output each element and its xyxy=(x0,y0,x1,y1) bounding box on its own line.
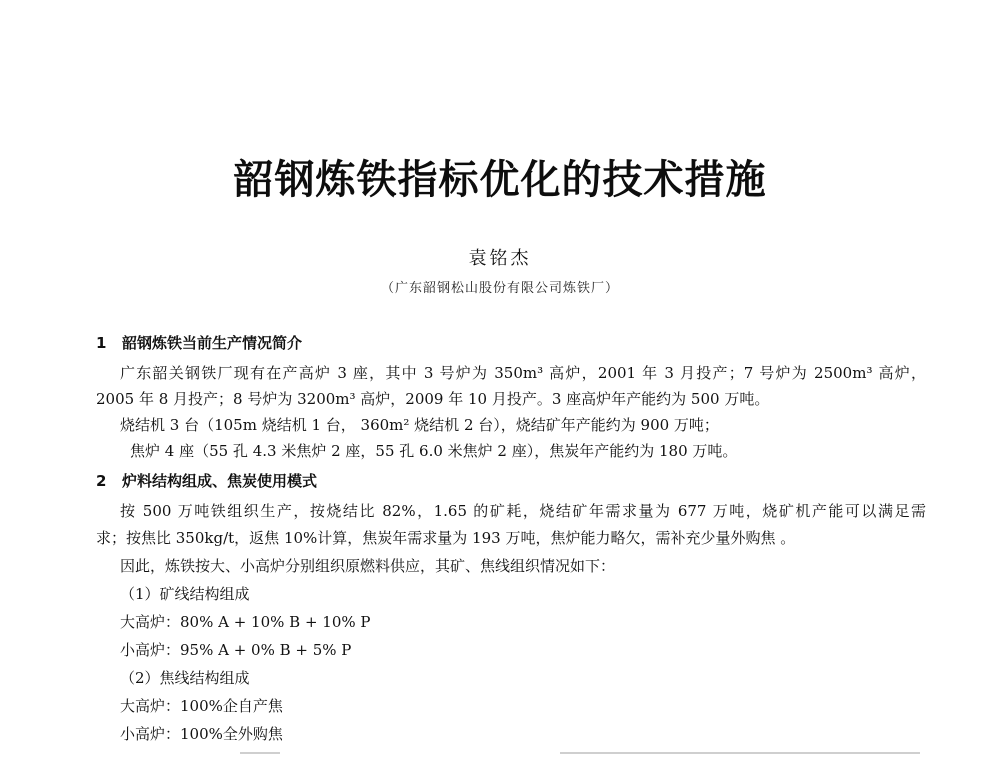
author-affiliation: （广东韶钢松山股份有限公司炼铁厂） xyxy=(380,281,619,296)
ore-structure-heading: （1）矿线结构组成 xyxy=(120,585,250,603)
section-1-paragraph-3: 焦炉 4 座（55 孔 4.3 米焦炉 2 座，55 孔 6.0 米焦炉 2 座），焦炭年产能约为 180 万吨。 xyxy=(130,442,738,460)
scan-artifact xyxy=(560,752,920,754)
section-1-heading xyxy=(96,333,926,353)
section-2-paragraph-1-line-1: 按 500 万吨铁组织生产，按烧结比 82%，1.65 的矿耗，烧结矿年需求量为 677 万吨，烧矿机产能可以满足需 xyxy=(120,502,926,520)
section-1-paragraph-1-line-1 xyxy=(120,363,926,383)
paper-title: 韶钢炼铁指标优化的技术措施 xyxy=(233,157,767,203)
ore-small-furnace: 小高炉：95% A + 0% B + 5% P xyxy=(120,641,352,659)
section-1-paragraph-1-line-2: 2005 年 8 月投产；8 号炉为 3200m³ 高炉，2009 年 10 月投产。3 座高炉年产能约为 500 万吨。 xyxy=(96,390,770,408)
section-2-paragraph-2: 因此，炼铁按大、小高炉分别组织原燃料供应，其矿、焦线组织情况如下： xyxy=(120,557,616,575)
coke-large-furnace: 大高炉：100%企自产焦 xyxy=(120,697,283,715)
ore-large-furnace: 大高炉：80% A + 10% B + 10% P xyxy=(120,613,371,631)
s1-p1-l1-text: 广东韶关钢铁厂现有在产高炉 3 座，其中 3 号炉为 350m³ 高炉，2001 年 3 月投产；7 号炉为 2500m³ 高炉， xyxy=(120,364,926,382)
section-2-heading xyxy=(96,471,926,491)
author-name: 袁铭杰 xyxy=(468,248,532,269)
section-1-number: 1 xyxy=(96,334,107,352)
coke-small-furnace: 小高炉：100%全外购焦 xyxy=(120,725,283,743)
section-2-title: 炉料结构组成、焦炭使用模式 xyxy=(122,472,318,490)
section-1-title: 韶钢炼铁当前生产情况简介 xyxy=(122,334,303,352)
section-2-paragraph-1-line-2: 求；按焦比 350kg/t，返焦 10%计算，焦炭年需求量为 193 万吨，焦炉能力略欠，需补充少量外购焦 。 xyxy=(96,529,796,547)
section-2-number: 2 xyxy=(96,472,107,490)
coke-structure-heading: （2）焦线结构组成 xyxy=(120,669,250,687)
scan-artifact xyxy=(240,752,280,754)
section-1-paragraph-2: 烧结机 3 台（105m 烧结机 1 台， 360m² 烧结机 2 台），烧结矿年产能约为 900 万吨； xyxy=(120,416,719,434)
